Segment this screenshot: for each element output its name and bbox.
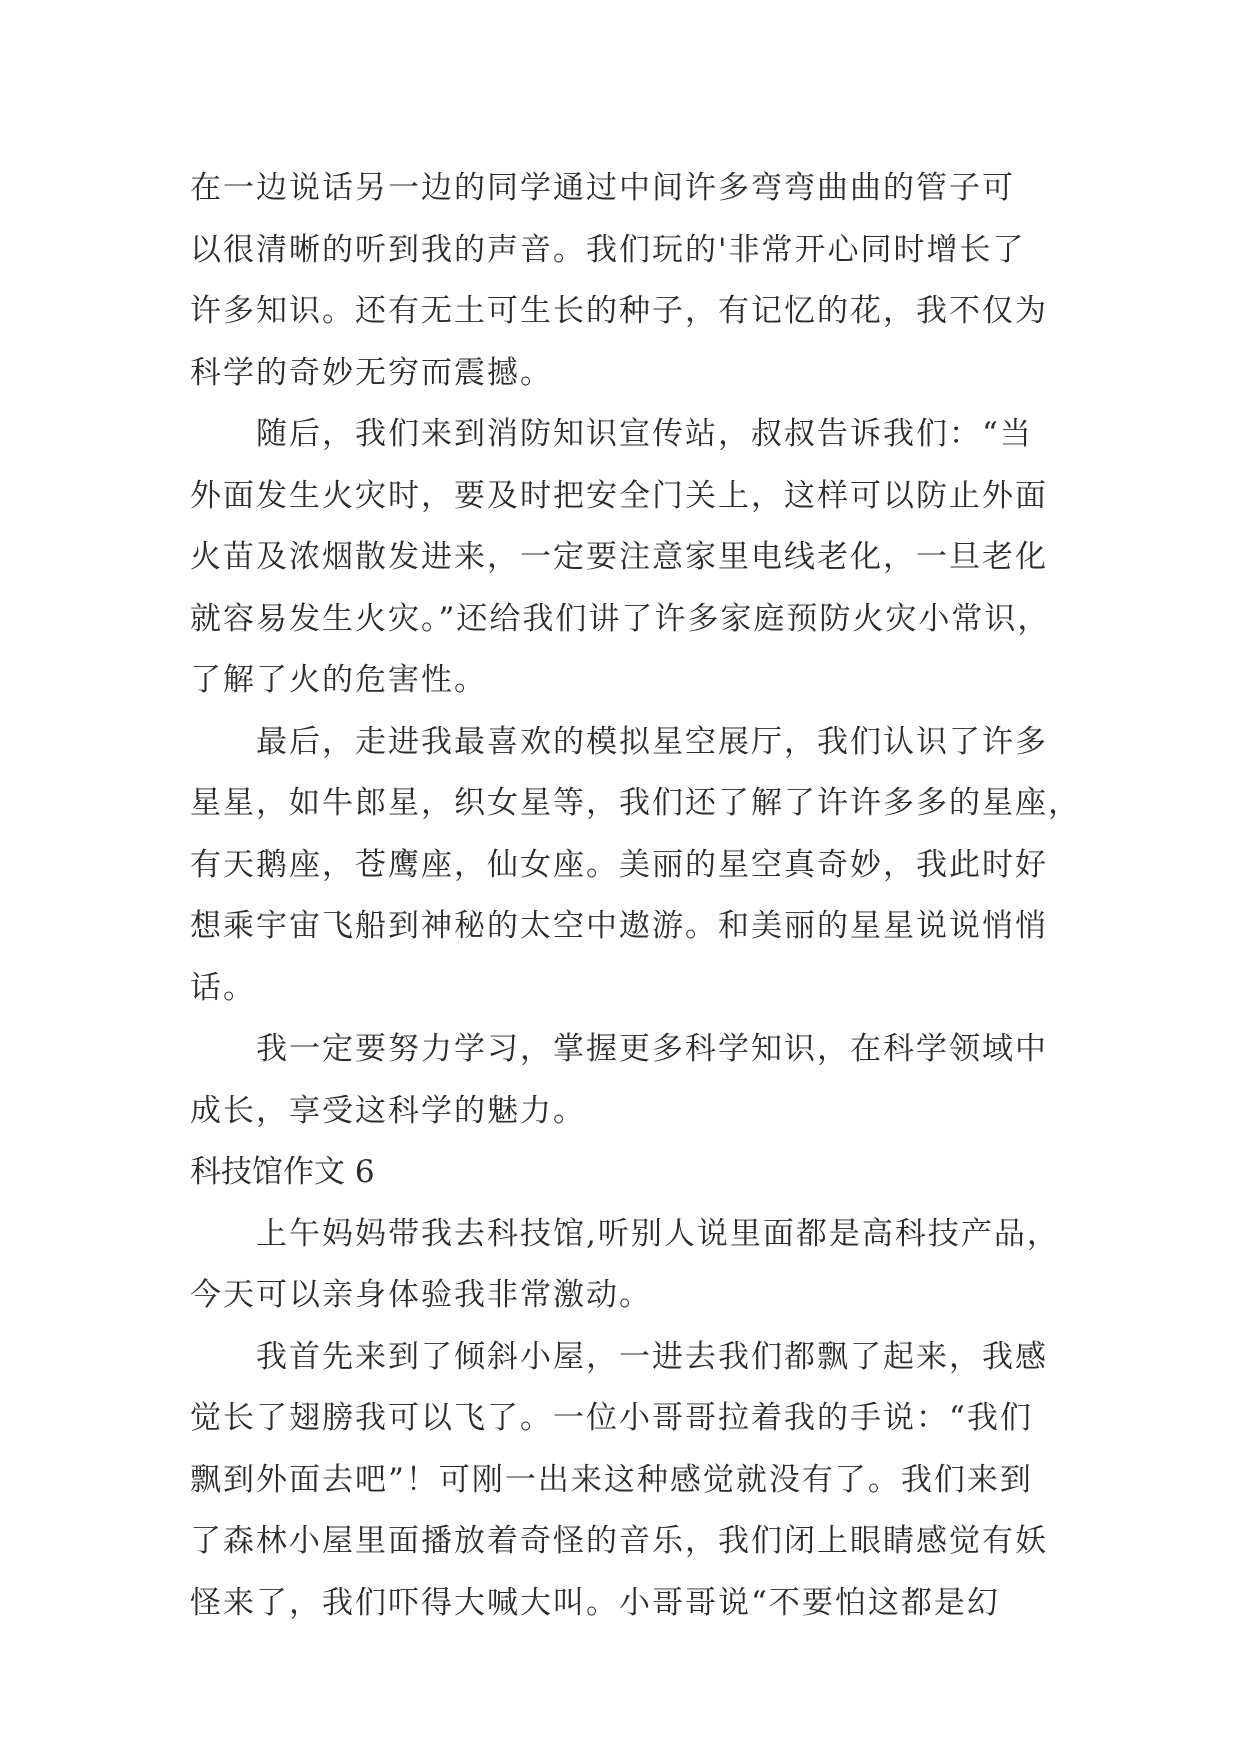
section-heading: 科技馆作文 6 xyxy=(190,1154,375,1190)
text-line: 想乘宇宙飞船到神秘的太空中遨游。和美丽的星星说说悄悄 xyxy=(190,908,1048,944)
essay-text xyxy=(190,158,1081,1634)
text-line: 许多知识。还有无土可生长的种子，有记忆的花，我不仅为 xyxy=(190,293,1048,329)
text-line: 在一边说话另一边的同学通过中间许多弯弯曲曲的管子可 xyxy=(190,170,1015,206)
text-line: 成长，享受这科学的魅力。 xyxy=(190,1092,586,1129)
text-line: 了森林小屋里面播放着奇怪的音乐，我们闭上眼睛感觉有妖 xyxy=(190,1523,1048,1559)
text-line: 就容易发生火灾。”还给我们讲了许多家庭预防火灾小常识， xyxy=(190,600,1051,637)
text-line: 了解了火的危害性。 xyxy=(190,662,487,698)
text-line: 星星，如牛郎星，织女星等，我们还了解了许许多多的星座， xyxy=(190,785,1081,821)
text-line: 火苗及浓烟散发进来，一定要注意家里电线老化，一旦老化 xyxy=(190,539,1048,575)
text-line: 觉长了翅膀我可以飞了。一位小哥哥拉着我的手说：“我们 xyxy=(190,1400,1033,1436)
text-line: 科学的奇妙无穷而震撼。 xyxy=(190,354,553,391)
text-line: 我首先来到了倾斜小屋，一进去我们都飘了起来，我感 xyxy=(256,1338,1048,1375)
text-line: 以很清晰的听到我的声音。我们玩的'非常开心同时增长了 xyxy=(190,231,1026,268)
text-line: 最后，走进我最喜欢的模拟星空展厅，我们认识了许多 xyxy=(256,723,1048,760)
text-line: 我一定要努力学习，掌握更多科学知识，在科学领域中 xyxy=(256,1031,1048,1067)
text-line: 上午妈妈带我去科技馆,听别人说里面都是高科技产品， xyxy=(256,1215,1060,1252)
text-line: 随后，我们来到消防知识宣传站，叔叔告诉我们：“当 xyxy=(256,416,1033,452)
text-line: 怪来了，我们吓得大喊大叫。小哥哥说“不要怕这都是幻 xyxy=(190,1584,1000,1621)
text-line: 话。 xyxy=(190,969,256,1006)
text-line: 外面发生火灾时，要及时把安全门关上，这样可以防止外面 xyxy=(190,477,1048,514)
text-line: 有天鹅座，苍鹰座，仙女座。美丽的星空真奇妙，我此时好 xyxy=(190,846,1048,883)
text-line: 飘到外面去吧”！可刚一出来这种感觉就没有了。我们来到 xyxy=(190,1461,1033,1498)
text-line: 今天可以亲身体验我非常激动。 xyxy=(190,1277,652,1313)
